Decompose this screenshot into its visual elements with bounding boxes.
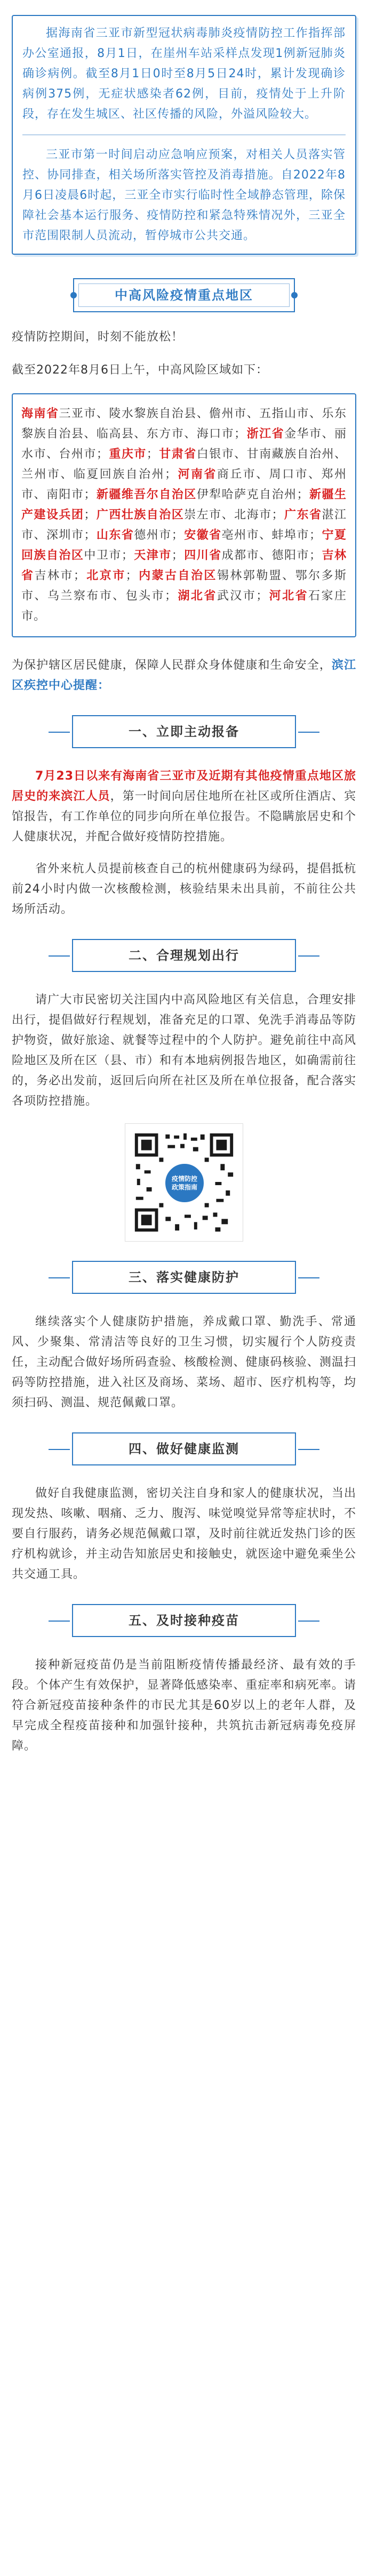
region-cities: 中卫市； [84, 549, 134, 562]
region-cities: 伊犁哈萨克自治州； [196, 488, 309, 501]
protect-bold: 滨江区疾控中心提醒： [12, 659, 356, 692]
region-cities: 亳州市、蚌埠市； [221, 529, 322, 542]
region-name: 河北省 [268, 589, 309, 603]
region-cities: ； [125, 569, 138, 582]
step-4-paragraph-1: 做好自我健康监测，密切关注自身和家人的健康状况，当出现发热、咳嗽、咽痛、乏力、腹泻、味觉嗅觉异常等症状时，不要自行服药，请务必规范佩戴口罩，及时前往就近发热门诊的医疗机构就诊，并主动告知旅居史和接触史，就医途中避免乘坐公共交通工具。 [12, 1487, 356, 1581]
step-1-paragraph-1 [12, 766, 356, 847]
step-4-title: 四、做好健康监测 [129, 1441, 239, 1456]
protect-line: 为保护辖区居民健康，保障人民群众身体健康和生命安全， [12, 659, 332, 672]
mini-program-qr-code[interactable] [125, 1123, 243, 1242]
region-cities: 湛江市、深圳市； [21, 508, 347, 542]
region-name: 重庆市 [108, 448, 147, 461]
qr-label-1: 疫情防控 [171, 1175, 197, 1182]
region-cities: 吉林市； [34, 569, 86, 582]
region-name: 内蒙古自治区 [138, 569, 217, 582]
step-1-rest: ，第一时间向居住地所在社区或所住酒店、宾馆报告，有工作单位的同步向所在单位报告。不隐瞒旅居史和个人健康状况，并配合做好疫情防控措施。 [12, 790, 356, 844]
region-name: 广东省 [284, 508, 322, 522]
step-2-title-box [72, 939, 296, 972]
step-1-title: 一、立即主动报备 [129, 724, 239, 739]
title-dot-left [70, 292, 77, 298]
step-1-highlight: 7月23日以来有海南省三亚市及近期有其他疫情重点地区旅居史的来滨江人员 [12, 769, 356, 803]
intro-line-1: 疫情防控期间，时刻不能放松！ [12, 330, 184, 344]
region-name: 天津市 [133, 549, 172, 562]
region-cities: 德州市； [134, 529, 184, 542]
section-title: 中高风险疫情重点地区 [115, 288, 253, 303]
region-name: 吉林省 [21, 549, 347, 582]
region-name: 浙江省 [246, 427, 285, 441]
region-name: 河南省 [177, 468, 217, 481]
qr-center-logo [163, 1162, 206, 1204]
region-name: 海南省 [21, 407, 59, 420]
region-cities: 三亚市、陵水黎族自治县、儋州市、五指山市、乐东黎族自治县、临高县、东方市、海口市； [21, 407, 347, 441]
region-cities: ； [84, 508, 97, 522]
notice-divider [22, 134, 346, 135]
region-cities: ； [146, 448, 159, 461]
qr-label-2: 政策指南 [171, 1184, 197, 1191]
qr-code-wrap [12, 1123, 356, 1242]
notice-paragraph-1: 据海南省三亚市新型冠状病毒肺炎疫情防控工作指挥部办公室通报，8月1日，在崖州车站采样点发现1例新冠肺炎确诊病例。截至8月1日0时至8月5日24时，累计发现确诊病例375例，无症状感染者62例，目前，疫情处于上升阶段，存在发生城区、社区传播的风险，外溢风险较大。 [22, 27, 346, 121]
title-dot-right [291, 292, 298, 298]
region-cities: 成都市、德阳市； [221, 549, 322, 562]
step-2-title: 二、合理规划出行 [129, 948, 239, 963]
risk-region-list [12, 393, 356, 637]
region-cities: 崇左市、北海市； [184, 508, 284, 522]
notice-paragraph-2: 三亚市第一时间启动应急响应预案，对相关人员落实管控、协同排查，相关场所落实管控及消毒措施。自2022年8月6日凌晨6时起，三亚全市实行临时性全域静态管理，除保障社会基本运行服务、疫情防控和紧急特殊情况外，三亚全市范围限制人员流动，暂停城市公共交通。 [22, 148, 346, 242]
region-cities: 石家庄市。 [21, 589, 347, 623]
section-title-box [73, 278, 295, 312]
region-name: 山东省 [96, 529, 134, 542]
region-name: 甘肃省 [158, 448, 197, 461]
protect-statement [12, 655, 356, 696]
step-4-title-box [72, 1432, 296, 1465]
step-3-title-box [72, 1261, 296, 1294]
region-cities: 武汉市； [217, 589, 269, 603]
region-name: 广西壮族自治区 [96, 508, 185, 522]
step-2-paragraph-1: 请广大市民密切关注国内中高风险地区有关信息，合理安排出行，提倡做好行程规划，准备充足的口罩、免洗手消毒品等防护物资，做好旅途、就餐等过程中的个人防护。避免前往中高风险地区及所在区（县、市）和有本地病例报告地区，如确需前往的，务必出发前，返回后向所在社区及所在单位报备，配合落实各项防控措施。 [12, 993, 356, 1108]
step-5-paragraph-1: 接种新冠疫苗仍是当前阻断疫情传播最经济、最有效的手段。个体产生有效保护，显著降低感染率、重症率和病死率。请符合新冠疫苗接种条件的市民尤其是60岁以上的老年人群，及早完成全程疫苗接种和加强针接种，共筑抗击新冠病毒免疫屏障。 [12, 1658, 356, 1753]
region-name: 北京市 [85, 569, 126, 582]
region-name: 新疆生产建设兵团 [21, 488, 347, 522]
step-5-title-box [72, 1604, 296, 1637]
notice-box [12, 15, 356, 255]
region-cities: 商丘市、周口市、郑州市、南阳市； [21, 468, 347, 501]
region-cities: ； [171, 549, 184, 562]
intro-line-2: 截至2022年8月6日上午，中高风险区域如下： [12, 363, 268, 377]
step-1-paragraph-2: 省外来杭人员提前核查自己的杭州健康码为绿码，提倡抵杭前24小时内做一次核酸检测，核验结果未出具前，不前往公共场所活动。 [12, 862, 356, 916]
region-name: 新疆维吾尔自治区 [96, 488, 197, 501]
region-cities: 锡林郭勒盟、鄂尔多斯市、乌兰察布市、包头市； [21, 569, 347, 603]
region-cities: 金华市、丽水市、台州市； [21, 427, 347, 461]
region-name: 安徽省 [183, 529, 222, 542]
step-3-paragraph-1: 继续落实个人健康防护措施，养成戴口罩、勤洗手、常通风、少聚集、常清洁等良好的卫生习惯，切实履行个人防疫责任，主动配合做好场所码查验、核酸检测、健康码核验、测温扫码等防控措施，进入社区及商场、菜场、超市、医疗机构等，均须扫码、测温、规范佩戴口罩。 [12, 1315, 356, 1409]
region-name: 湖北省 [177, 589, 217, 603]
region-name: 宁夏回族自治区 [21, 529, 347, 562]
region-name: 四川省 [183, 549, 222, 562]
step-1-title-box [72, 715, 296, 748]
step-5-title: 五、及时接种疫苗 [129, 1613, 239, 1628]
region-cities: 白银市、甘南藏族自治州、兰州市、临夏回族自治州； [21, 448, 347, 481]
step-3-title: 三、落实健康防护 [129, 1270, 239, 1285]
